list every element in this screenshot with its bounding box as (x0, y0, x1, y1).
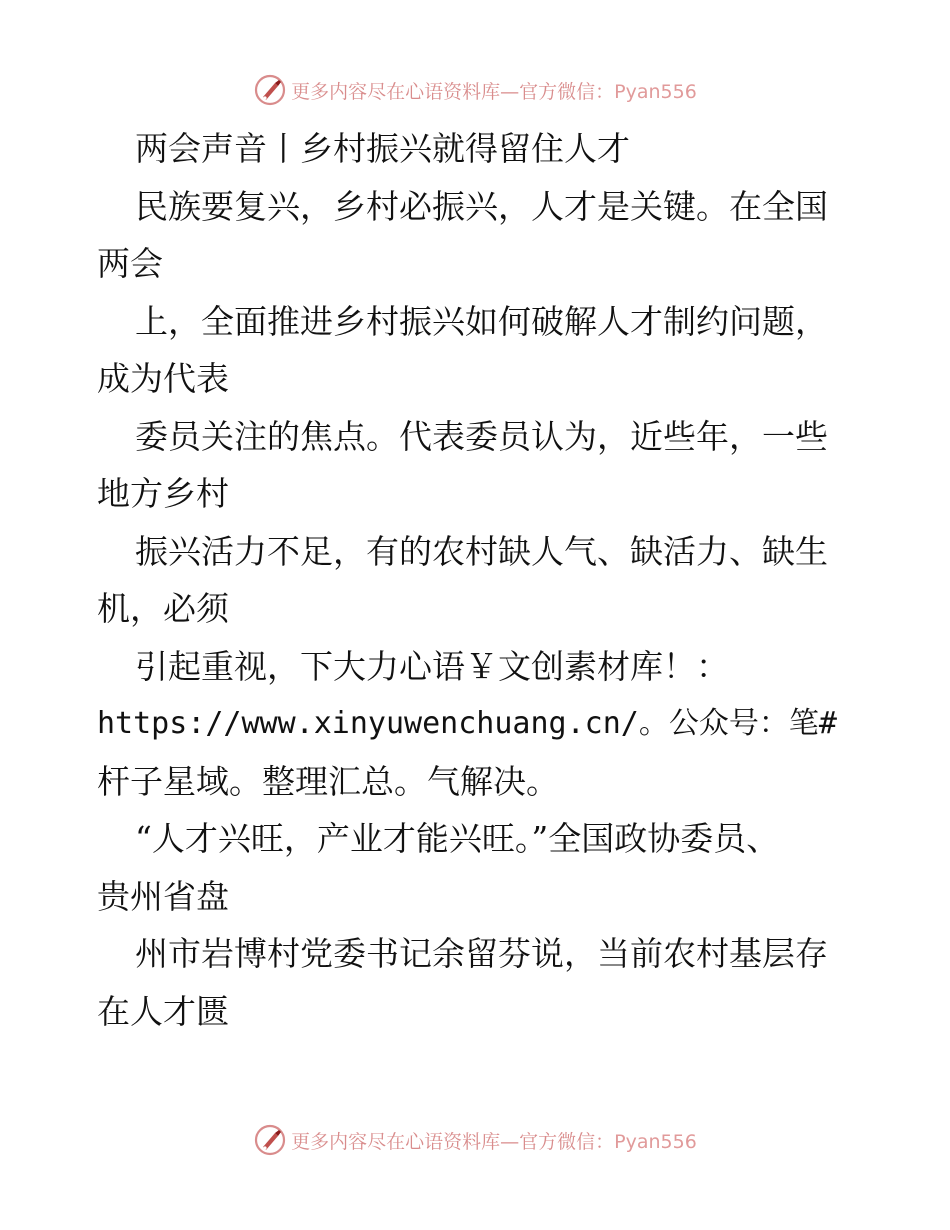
paragraph-line: 成为代表 (97, 359, 229, 398)
paragraph-line: 两会 (97, 244, 163, 283)
paragraph-line: “人才兴旺，产业才能兴旺。”全国政协委员、 (135, 819, 780, 858)
document-body (97, 120, 857, 1040)
paragraph-line: 地方乡村 (97, 474, 229, 513)
paragraph-line: 贵州省盘 (97, 876, 229, 916)
banner-text: 更多内容尽在心语资料库—官方微信：Pyan556 (291, 80, 697, 103)
banner-text: 更多内容尽在心语资料库—官方微信：Pyan556 (291, 1130, 697, 1153)
paragraph-line: 民族要复兴，乡村必振兴，人才是关键。在全国 (135, 186, 828, 226)
paragraph-line: 上，全面推进乡村振兴如何破解人才制约问题， (135, 301, 828, 341)
paragraph-line: 在人才匮 (97, 991, 229, 1031)
wechat-id: Pyan556 (614, 1130, 697, 1153)
footer-banner (0, 1120, 950, 1160)
url-line: https://www.xinyuwenchuang.cn/。公众号：笔# (97, 706, 837, 741)
paragraph-line: 州市岩博村党委书记余留芬说，当前农村基层存 (135, 934, 828, 973)
paragraph-line: 杆子星域。整理汇总。气解决。 (97, 761, 559, 801)
paragraph-line: 引起重视，下大力心语￥文创素材库！： (135, 646, 729, 686)
wechat-id: Pyan556 (614, 80, 697, 103)
document-title: 两会声音丨乡村振兴就得留住人才 (135, 129, 630, 168)
pen-nib-logo-icon (253, 73, 287, 107)
paragraph-line: 机，必须 (97, 589, 229, 628)
header-banner (0, 70, 950, 110)
pen-nib-logo-icon (253, 1123, 287, 1157)
paragraph-line: 委员关注的焦点。代表委员认为，近些年，一些 (135, 416, 828, 456)
paragraph-line: 振兴活力不足，有的农村缺人气、缺活力、缺生 (135, 531, 828, 571)
